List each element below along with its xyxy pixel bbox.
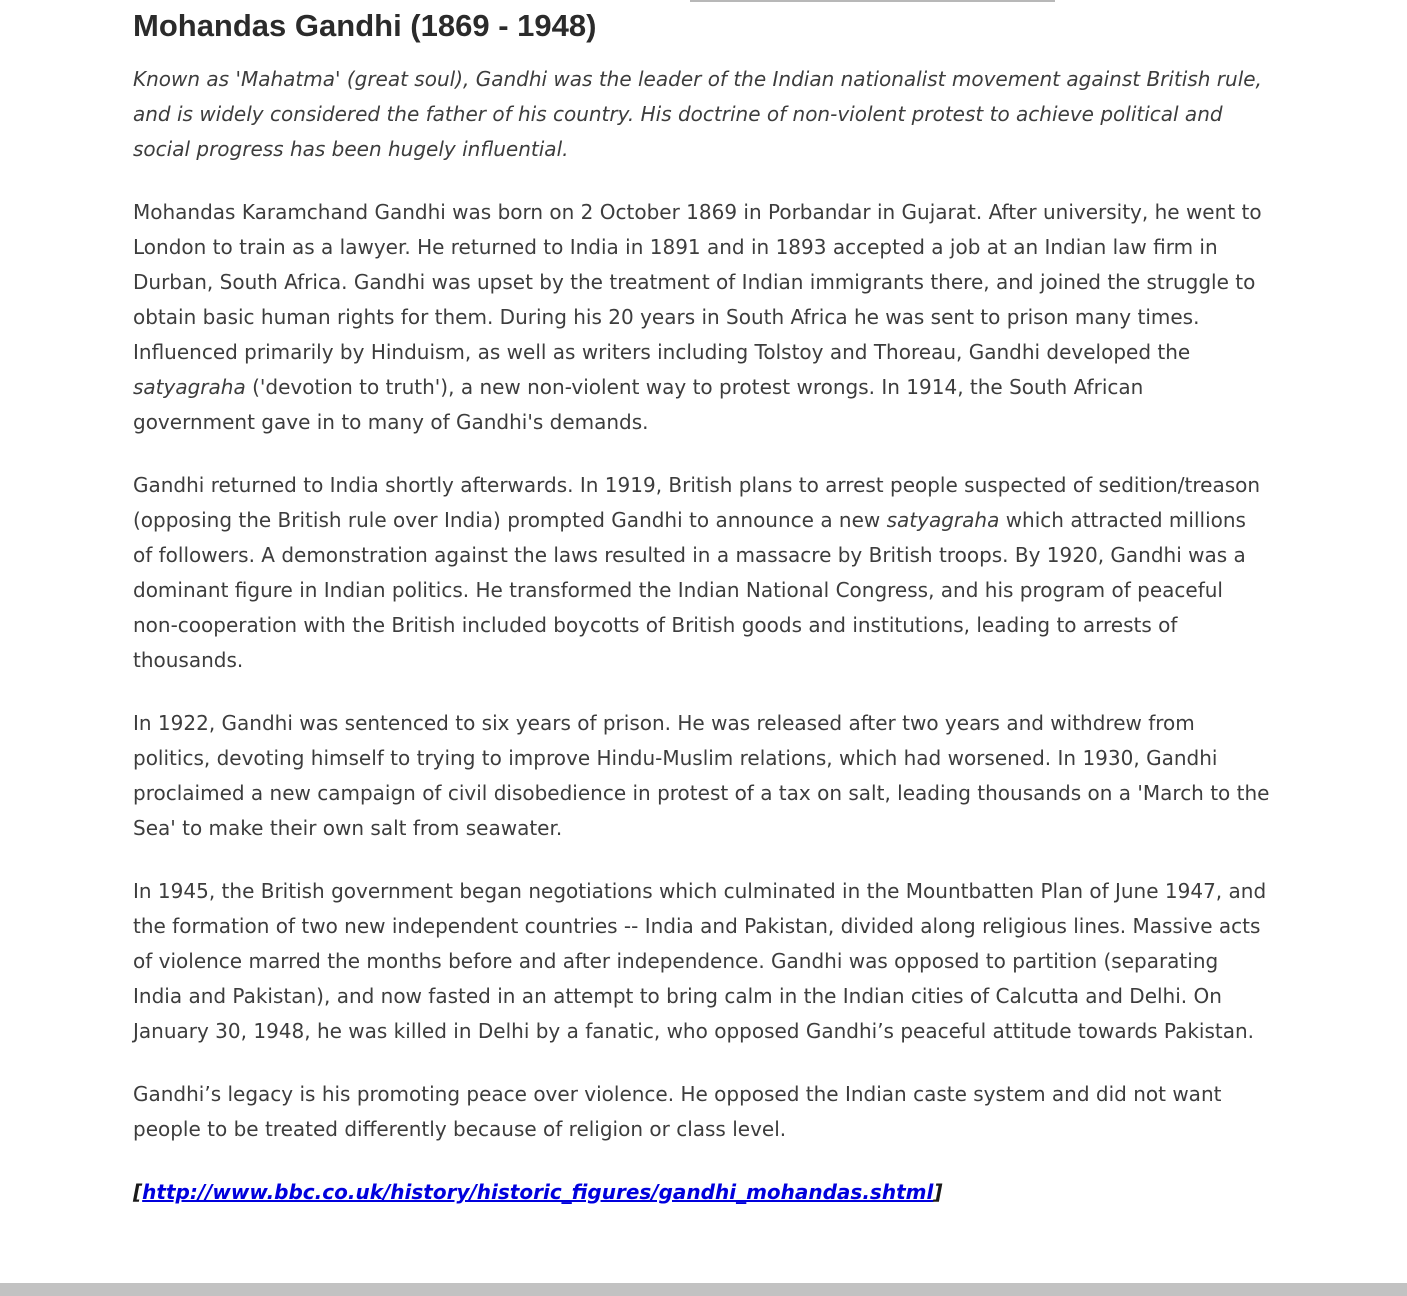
bracket-close: ] [933,1180,943,1204]
paragraph-prison-salt-march: In 1922, Gandhi was sentenced to six years of prison. He was released after two years and withdrew from politics, devoting himself to trying to improve Hindu-Muslim relations, which had worsened. In 1930, Gandhi proclaimed a new campaign of civil disobedience in protest of a tax on salt, leading thousands on a 'March to the Sea' to make their own salt from seawater. [133,711,1270,840]
source-link[interactable]: http://www.bbc.co.uk/history/historic_figures/gandhi_mohandas.shtml [142,1180,934,1204]
bottom-scroll-strip [0,1283,1407,1296]
page-title: Mohandas Gandhi (1869 - 1948) [133,8,597,43]
source-link-line [133,1175,1270,1210]
paragraph-partition-death: In 1945, the British government began negotiations which culminated in the Mountbatten Plan of June 1947, and the formation of two new independent countries -- India and Pakistan, divided along religious lines. Massive acts of violence marred the months before and after independence. Gandhi was opposed to partition (separating India and Pakistan), and now fasted in an attempt to bring calm in the Indian cities of Calcutta and Delhi. On January 30, 1948, he was killed in Delhi by a fanatic, who opposed Gandhi’s peaceful attitude towards Pakistan. [133,879,1267,1043]
intro-paragraph: Known as 'Mahatma' (great soul), Gandhi was the leader of the Indian nationalist movement against British rule, and is widely considered the father of his country. His doctrine of non-violent protest to achieve political and social progress has been hugely influential. [133,67,1262,161]
bracket-open: [ [133,1180,143,1204]
paragraph-legacy: Gandhi’s legacy is his promoting peace over violence. He opposed the Indian caste system and did not want people to be treated differently because of religion or class level. [133,1082,1222,1141]
paragraph-return-to-india: Gandhi returned to India shortly afterwards. In 1919, British plans to arrest people suspected of sedition/treason (opposing the British rule over India) prompted Gandhi to announce a new satyagraha which attracted millions of followers. A demonstration against the laws resulted in a massacre by British troops. By 1920, Gandhi was a dominant figure in Indian politics. He transformed the Indian National Congress, and his program of peaceful non-cooperation with the British included boycotts of British goods and institutions, leading to arrests of thousands. [133,473,1261,672]
paragraph-early-life: Mohandas Karamchand Gandhi was born on 2 October 1869 in Porbandar in Gujarat. After university, he went to London to train as a lawyer. He returned to India in 1891 and in 1893 accepted a job at an Indian law firm in Durban, South Africa. Gandhi was upset by the treatment of Indian immigrants there, and joined the struggle to obtain basic human rights for them. During his 20 years in South Africa he was sent to prison many times. Influenced primarily by Hinduism, as well as writers including Tolstoy and Thoreau, Gandhi developed the satyagraha ('devotion to truth'), a new non-violent way to protest wrongs. In 1914, the South African government gave in to many of Gandhi's demands. [133,200,1262,434]
top-border-artifact [690,0,1055,2]
